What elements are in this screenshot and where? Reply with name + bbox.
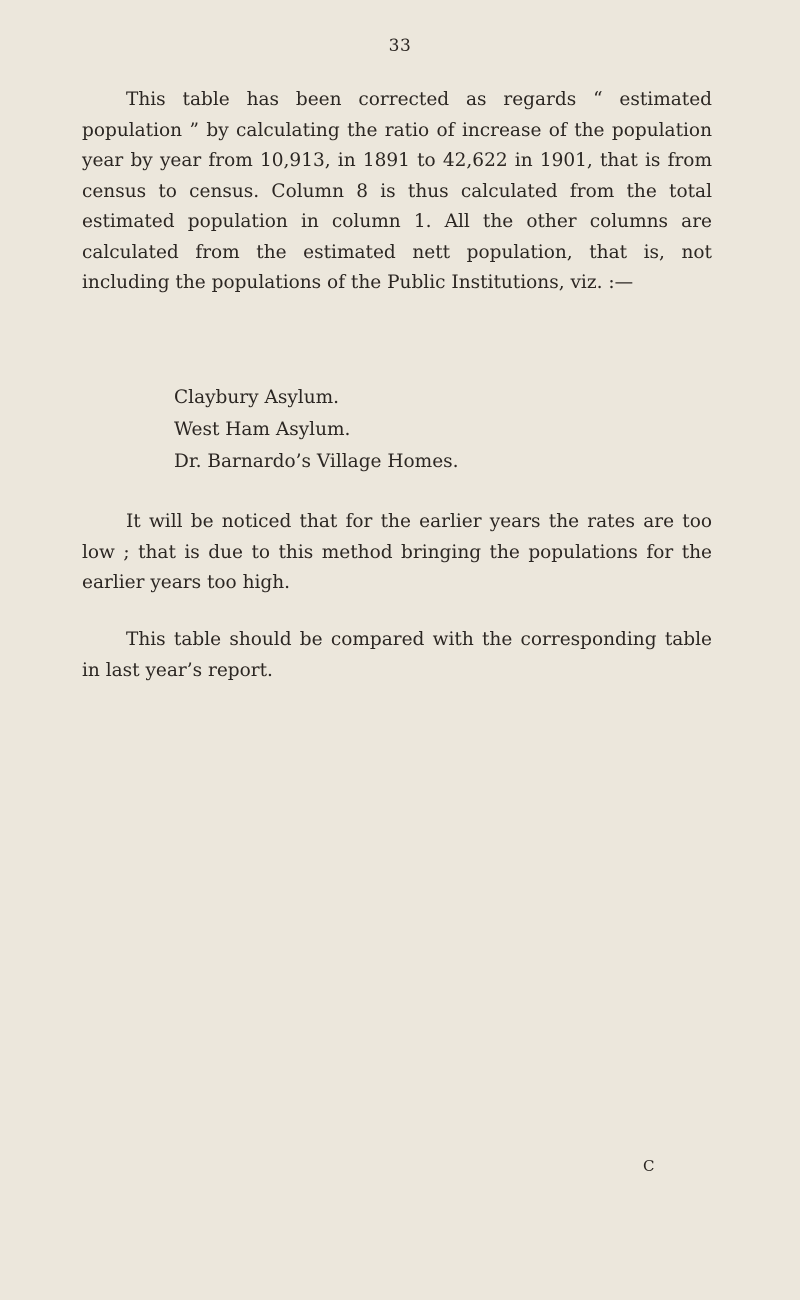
signature-mark: C: [643, 1157, 655, 1175]
institutions-list: [174, 382, 459, 478]
page-number: 33: [388, 36, 412, 56]
institution-item: Dr. Barnardo’s Village Homes.: [174, 451, 459, 472]
paragraph-rates-note: It will be noticed that for the earlier years the rates are too low ; that is due to this method bringing the populations for the earlier years too high.: [82, 511, 712, 593]
paragraph-comparison-note: This table should be compared with the corresponding table in last year’s report.: [82, 629, 712, 681]
institution-item: Claybury Asylum.: [174, 387, 340, 408]
institution-item: West Ham Asylum.: [174, 419, 351, 440]
paragraph-table-correction: This table has been corrected as regards “ estimated population ” by calculating the ratio of increase of the population year by year from 10,913, in 1891 to 42,622 in 1901, that is from census to census. Column 8 is thus calculated from the total estimated population in column 1. All the other columns are calculated from the estimated nett population, that is, not including the populations of the Public Institutions, viz. :—: [82, 89, 712, 293]
